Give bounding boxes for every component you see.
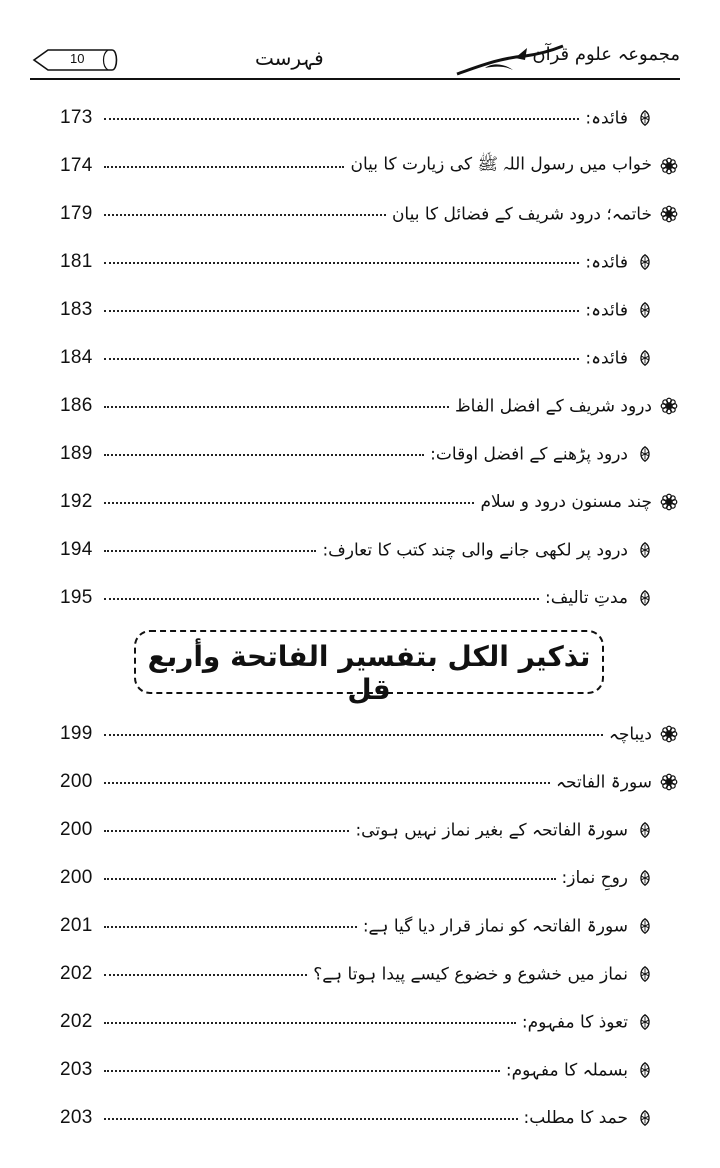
toc-entry[interactable] (60, 334, 676, 382)
flower-bullet-icon (660, 157, 678, 175)
toc-page-number: 189 (60, 443, 93, 464)
toc-dot-leader (104, 972, 307, 976)
toc-page-number: 186 (60, 395, 93, 416)
toc-page-number: 202 (60, 1011, 93, 1032)
toc-entry[interactable] (60, 1046, 676, 1094)
toc-entry[interactable] (60, 998, 676, 1046)
toc-entry-title: سورۃ الفاتحہ (556, 772, 652, 793)
toc-page-number: 203 (60, 1107, 93, 1128)
toc-entry[interactable] (60, 1094, 676, 1142)
toc-page-number: 199 (60, 723, 93, 744)
toc-page-number: 174 (60, 155, 93, 176)
toc-entry[interactable] (60, 190, 676, 238)
banner-title: تذكير الكل بتفسير الفاتحة وأربع قل (147, 640, 591, 706)
toc-dot-leader (104, 828, 349, 832)
toc-dot-leader (104, 596, 539, 600)
toc-entry[interactable] (60, 526, 676, 574)
toc-entry-title: فائدہ: (585, 300, 628, 321)
toc-entry[interactable] (60, 478, 676, 526)
flower-bullet-icon (660, 725, 678, 743)
toc-page-number: 183 (60, 299, 93, 320)
toc-entry-title: حمد کا مطلب: (523, 1108, 628, 1128)
toc-entry-title: نماز میں خشوع و خضوع کیسے پیدا ہوتا ہے؟ (313, 964, 628, 985)
toc-entry-title: بسملہ کا مفہوم: (505, 1060, 628, 1081)
toc-entry-title: فائدہ: (585, 108, 628, 129)
toc-page-number: 179 (60, 203, 93, 224)
toc-dot-leader (104, 212, 386, 216)
toc-entry[interactable] (60, 854, 676, 902)
toc-dot-leader (104, 452, 424, 456)
leaf-bullet-icon (636, 1109, 654, 1127)
page-number: 10 (70, 51, 85, 66)
leaf-bullet-icon (636, 869, 654, 887)
leaf-bullet-icon (636, 445, 654, 463)
toc-entry-title: روحِ نماز: (561, 868, 628, 888)
toc-entry[interactable] (60, 382, 676, 430)
toc-entry[interactable] (60, 902, 676, 950)
flower-bullet-icon (660, 773, 678, 791)
leaf-bullet-icon (636, 1061, 654, 1079)
flower-bullet-icon (660, 205, 678, 223)
toc-dot-leader (104, 732, 603, 736)
toc-entry[interactable] (60, 142, 676, 190)
toc-dot-leader (104, 1116, 518, 1120)
toc-entry[interactable] (60, 710, 676, 758)
toc-page-number: 195 (60, 587, 93, 608)
leaf-bullet-icon (636, 109, 654, 127)
leaf-bullet-icon (636, 301, 654, 319)
toc-entry-title: خاتمہ؛ درود شریف کے فضائل کا بیان (391, 204, 652, 225)
toc-dot-leader (104, 1068, 500, 1072)
leaf-bullet-icon (636, 589, 654, 607)
toc-page-number: 200 (60, 819, 93, 840)
toc-page-number: 202 (60, 963, 93, 984)
leaf-bullet-icon (636, 965, 654, 983)
toc-dot-leader (104, 356, 579, 360)
toc-entry-title: فائدہ: (585, 348, 628, 369)
toc-dot-leader (104, 308, 579, 312)
flower-bullet-icon (660, 493, 678, 511)
toc-dot-leader (104, 876, 556, 880)
flower-bullet-icon (660, 397, 678, 415)
toc-list-2 (60, 710, 676, 1142)
page-header (30, 38, 680, 88)
header-divider (30, 78, 680, 80)
book-title: مجموعہ علوم قرآن (532, 44, 680, 65)
leaf-bullet-icon (636, 821, 654, 839)
toc-dot-leader (104, 116, 579, 120)
toc-entry-title: درود شریف کے افضل الفاظ (454, 396, 652, 417)
toc-entry[interactable] (60, 430, 676, 478)
toc-entry-title: چند مسنون درود و سلام (480, 492, 652, 512)
toc-entry[interactable] (60, 758, 676, 806)
toc-page-number: 201 (60, 915, 93, 936)
toc-dot-leader (104, 924, 357, 928)
toc-entry[interactable] (60, 950, 676, 998)
toc-dot-leader (104, 404, 449, 408)
toc-page-number: 200 (60, 867, 93, 888)
toc-entry-title: فائدہ: (585, 252, 628, 273)
toc-entry[interactable] (60, 238, 676, 286)
toc-entry-title: سورۃ الفاتحہ کو نماز قرار دیا گیا ہے: (362, 916, 628, 937)
leaf-bullet-icon (636, 349, 654, 367)
toc-entry-title: دیباچہ (608, 724, 652, 745)
toc-page-number: 173 (60, 107, 93, 128)
toc-entry[interactable] (60, 286, 676, 334)
toc-entry[interactable] (60, 806, 676, 854)
section-title: فہرست (255, 46, 324, 70)
toc-dot-leader (104, 1020, 516, 1024)
leaf-bullet-icon (636, 253, 654, 271)
toc-dot-leader (104, 548, 316, 552)
toc-entry-title: خواب میں رسول اللہ ﷺ کی زیارت کا بیان (350, 154, 652, 175)
toc-entry-title: تعوذ کا مفہوم: (521, 1012, 628, 1033)
toc-page-number: 181 (60, 251, 93, 272)
toc-list-1 (60, 94, 676, 622)
toc-entry-title: درود پر لکھی جانے والی چند کتب کا تعارف: (322, 540, 628, 561)
toc-page-number: 203 (60, 1059, 93, 1080)
toc-dot-leader (104, 260, 579, 264)
toc-page-number: 192 (60, 491, 93, 512)
toc-entry[interactable] (60, 574, 676, 622)
toc-dot-leader (104, 780, 550, 784)
toc-page-number: 200 (60, 771, 93, 792)
toc-dot-leader (104, 164, 344, 168)
leaf-bullet-icon (636, 1013, 654, 1031)
leaf-bullet-icon (636, 917, 654, 935)
toc-dot-leader (104, 500, 474, 504)
leaf-bullet-icon (636, 541, 654, 559)
toc-page-number: 184 (60, 347, 93, 368)
toc-entry-title: درود پڑھنے کے افضل اوقات: (430, 444, 628, 465)
toc-entry[interactable] (60, 94, 676, 142)
toc-page-number: 194 (60, 539, 93, 560)
toc-entry-title: سورۃ الفاتحہ کے بغیر نماز نہیں ہوتی: (355, 820, 628, 841)
toc-entry-title: مدتِ تالیف: (545, 588, 628, 608)
section-banner (134, 630, 604, 706)
